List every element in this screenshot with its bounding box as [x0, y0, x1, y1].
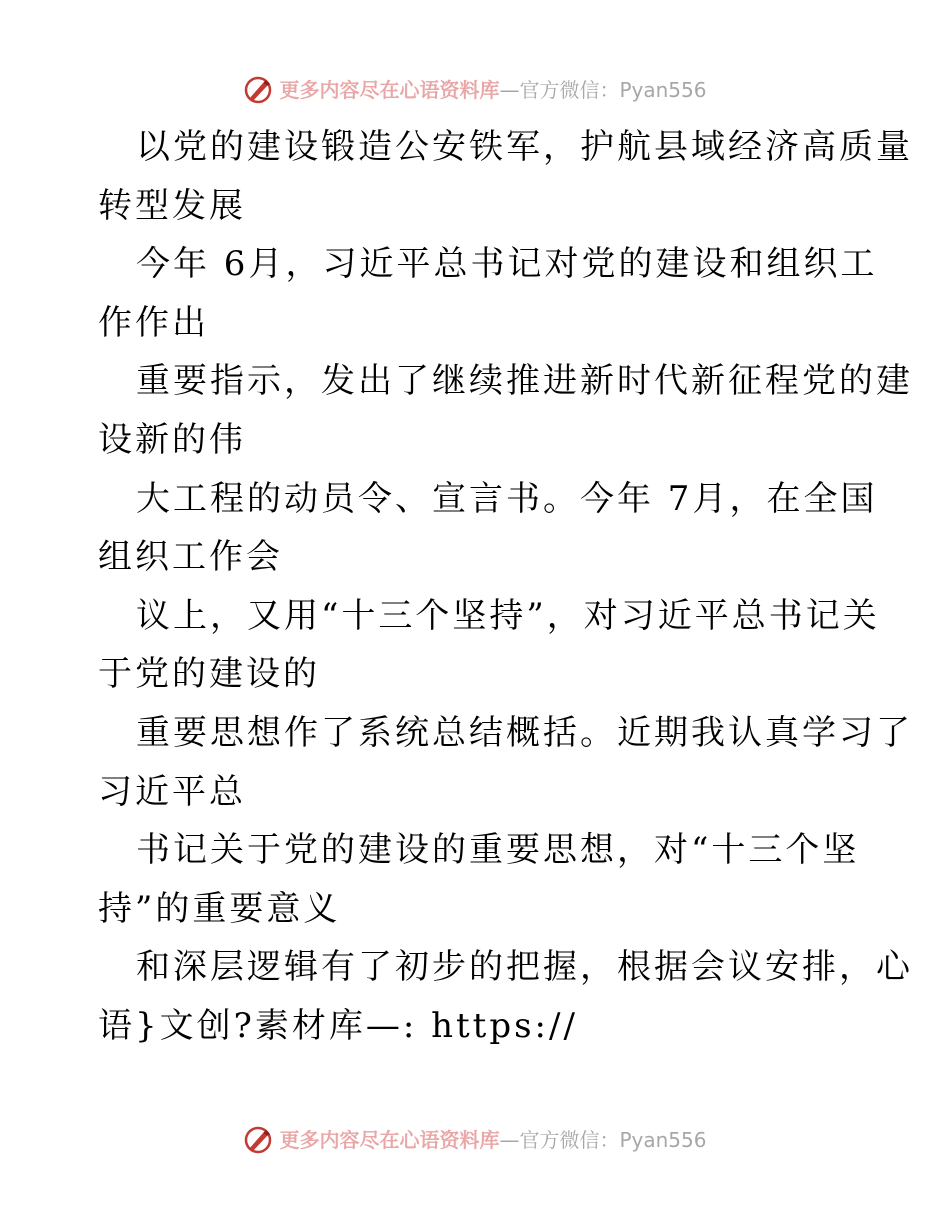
- header-banner-main: 更多内容尽在心语资料库: [279, 78, 500, 102]
- header-banner: [0, 70, 950, 110]
- paragraph-line: 以党的建设锻造公安铁军，护航县域经济高质量: [136, 127, 913, 167]
- paragraph-line: 和深层逻辑有了初步的把握，根据会议安排，心: [136, 947, 913, 988]
- pen-logo-icon: [243, 75, 273, 105]
- footer-banner-main: 更多内容尽在心语资料库: [279, 1128, 500, 1152]
- paragraph-line: 重要指示，发出了继续推进新时代新征程党的建: [136, 361, 913, 402]
- paragraph-line: 今年 6月，习近平总书记对党的建设和组织工: [136, 244, 878, 285]
- footer-banner-sub: —官方微信：Pyan556: [499, 1128, 707, 1152]
- paragraph-line: 习近平总: [98, 771, 246, 812]
- paragraph-line: 设新的伟: [98, 419, 246, 460]
- paragraph-line: 语}文创?素材库—: https://: [98, 1005, 578, 1046]
- pen-logo-icon: [243, 1125, 273, 1155]
- paragraph-line: 转型发展: [98, 185, 246, 226]
- header-banner-sub: —官方微信：Pyan556: [499, 78, 707, 102]
- footer-banner: [0, 1120, 950, 1160]
- header-banner-text: [279, 75, 706, 105]
- document-body: [98, 118, 913, 1056]
- paragraph-line: 书记关于党的建设的重要思想，对“十三个坚: [136, 830, 860, 871]
- paragraph-line: 大工程的动员令、宣言书。今年 7月，在全国: [136, 478, 878, 519]
- footer-banner-text: [279, 1125, 706, 1155]
- paragraph-line: 重要思想作了系统总结概括。近期我认真学习了: [136, 712, 913, 753]
- paragraph-line: 于党的建设的: [98, 654, 320, 695]
- paragraph-line: 作作出: [98, 302, 209, 343]
- paragraph-line: 议上，又用“十三个坚持”，对习近平总书记关: [136, 595, 880, 636]
- paragraph-line: 持”的重要意义: [98, 888, 341, 929]
- paragraph-line: 组织工作会: [98, 537, 283, 578]
